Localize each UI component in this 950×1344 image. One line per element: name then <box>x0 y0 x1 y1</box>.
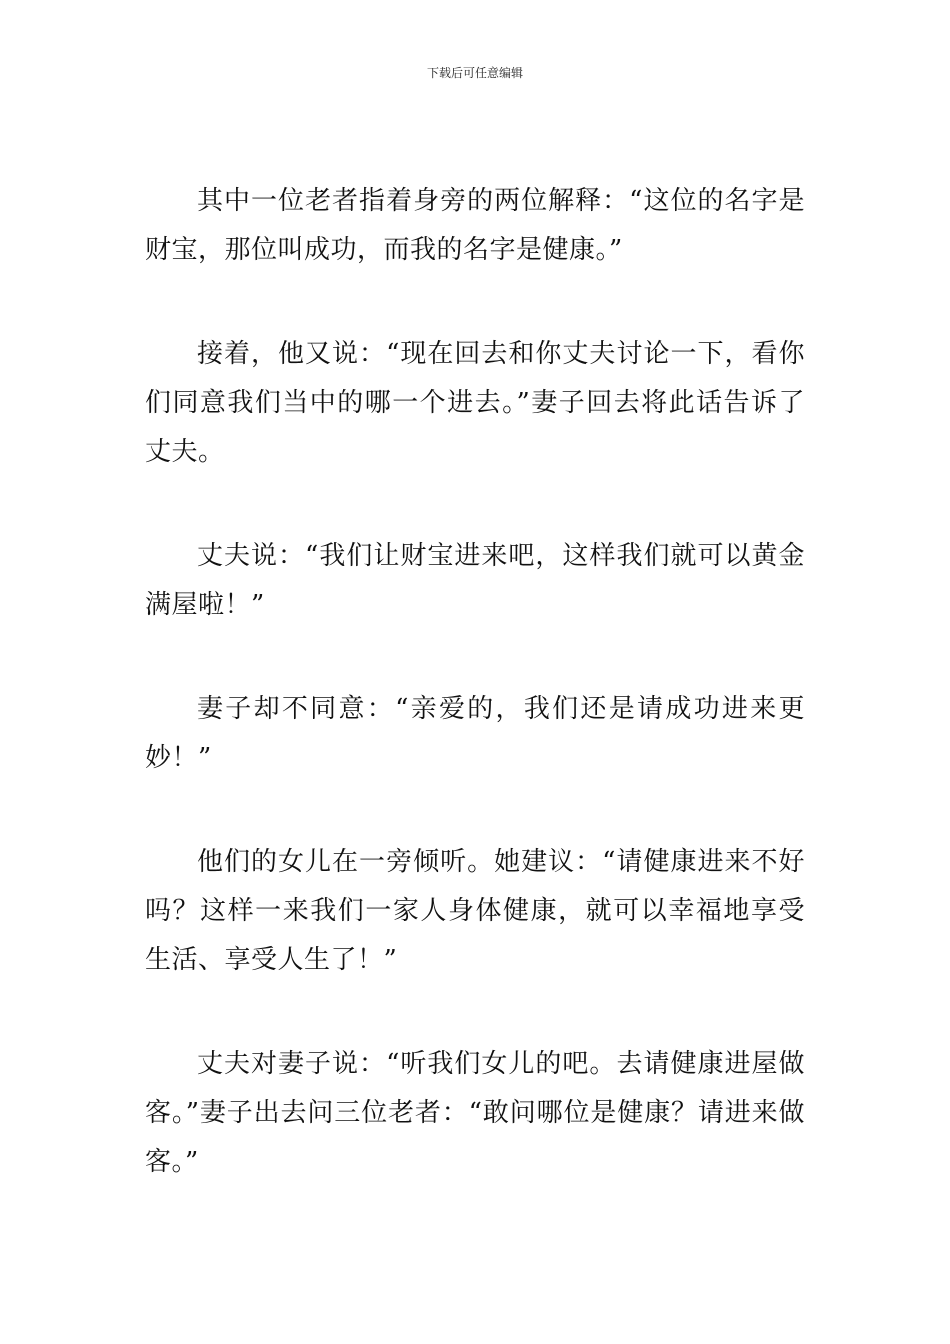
paragraph-5: 他们的女儿在一旁倾听。她建议：“请健康进来不好吗？这样一来我们一家人身体健康，就可以幸福地享受生活、享受人生了！” <box>145 847 805 975</box>
paragraph-6: 丈夫对妻子说：“听我们女儿的吧。去请健康进屋做客。”妻子出去问三位老者：“敢问哪位是健康？请进来做客。” <box>145 1049 805 1177</box>
paragraph-4: 妻子却不同意：“亲爱的，我们还是请成功进来更妙！” <box>145 694 805 773</box>
paragraph-2: 接着，他又说：“现在回去和你丈夫讨论一下，看你们同意我们当中的哪一个进去。”妻子回去将此话告诉了丈夫。 <box>145 339 805 467</box>
paragraph-1: 其中一位老者指着身旁的两位解释：“这位的名字是财宝，那位叫成功，而我的名字是健康。” <box>145 186 805 265</box>
paragraph-3: 丈夫说：“我们让财宝进来吧，这样我们就可以黄金满屋啦！” <box>145 541 805 620</box>
document-body <box>145 177 805 1242</box>
page-header: 下载后可任意编辑 <box>426 66 523 80</box>
